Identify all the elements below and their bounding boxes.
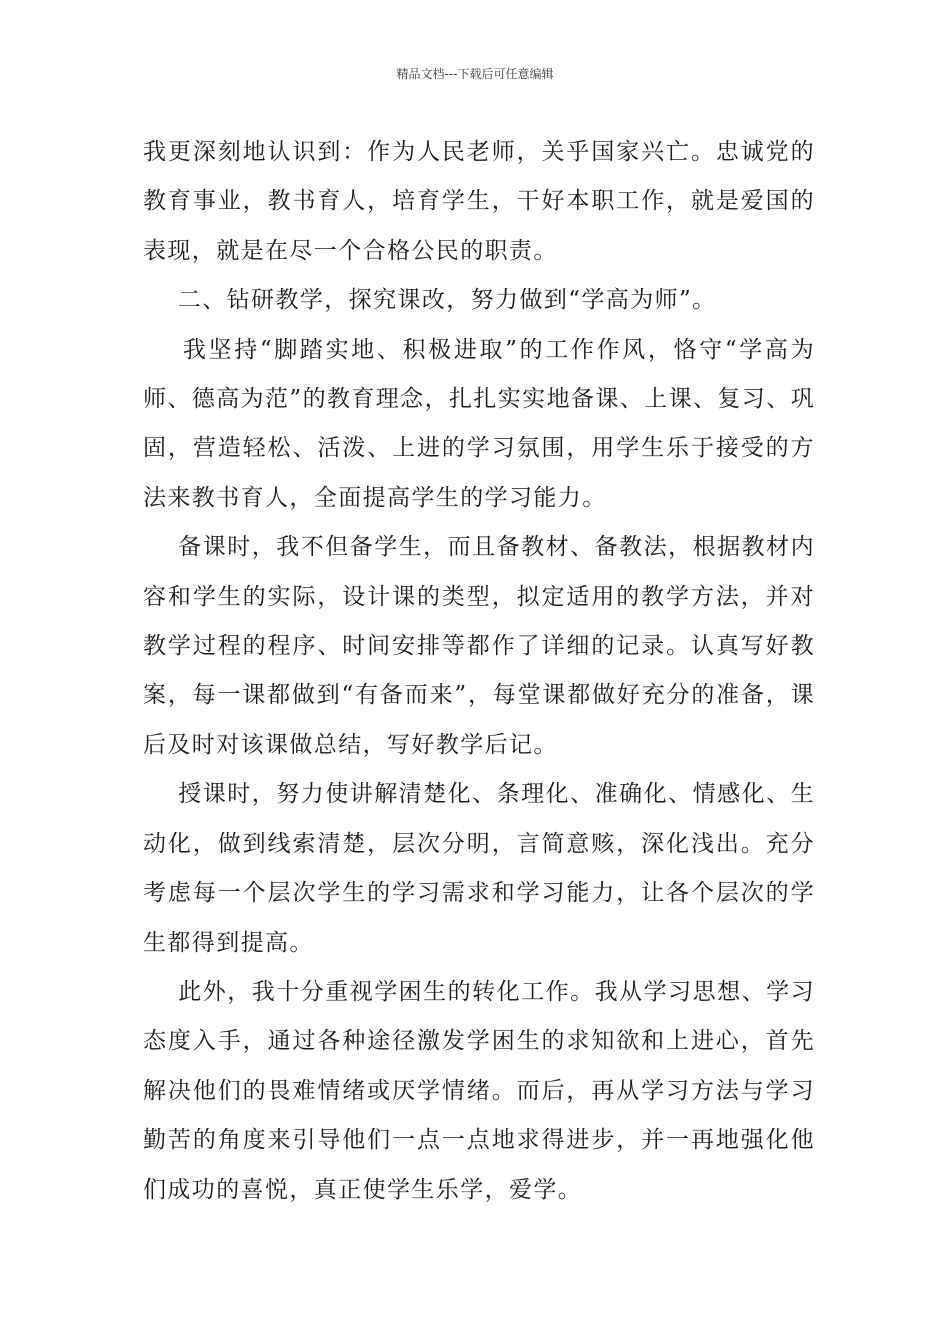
- paragraph-6: 此外，我十分重视学困生的转化工作。我从学习思想、学习态度入手，通过各种途径激发学困生的求知欲和上进心，首先解决他们的畏难情绪或厌学情绪。而后，再从学习方法与学习勤苦的角度来引导他们一点一点地求得进步，并一再地强化他们成功的喜悦，真正使学生乐学，爱学。: [143, 978, 815, 1203]
- paragraph-4: 备课时，我不但备学生，而且备教材、备教法，根据教材内容和学生的实际，设计课的类型，拟定适用的教学方法，并对教学过程的程序、时间安排等都作了详细的记录。认真写好教案，每一课都做到“有备而来”，每堂课都做好充分的准备，课后及时对该课做总结，写好教学后记。: [143, 534, 815, 758]
- body-text: [143, 128, 815, 1215]
- paragraph-3: 我坚持“脚踏实地、积极进取”的工作作风，恪守“学高为师、德高为范”的教育理念，扎扎实实地备课、上课、复习、巩固，营造轻松、活泼、上进的学习氛围，用学生乐于接受的方法来教书育人，全面提高学生的学习能力。: [143, 336, 815, 511]
- paragraph-1: 我更深刻地认识到：作为人民老师，关乎国家兴亡。忠诚党的教育事业，教书育人，培育学生，干好本职工作，就是爱国的表现，就是在尽一个合格公民的职责。: [143, 139, 815, 264]
- paragraph-5: 授课时，努力使讲解清楚化、条理化、准确化、情感化、生动化，做到线索清楚，层次分明，言简意赅，深化浅出。充分考虑每一个层次学生的学习需求和学习能力，让各个层次的学生都得到提高。: [143, 781, 815, 956]
- page-header: 精品文档---下载后可任意编辑: [396, 67, 554, 81]
- paragraph-2: 二、钻研教学，探究课改，努力做到“学高为师”。: [143, 287, 717, 314]
